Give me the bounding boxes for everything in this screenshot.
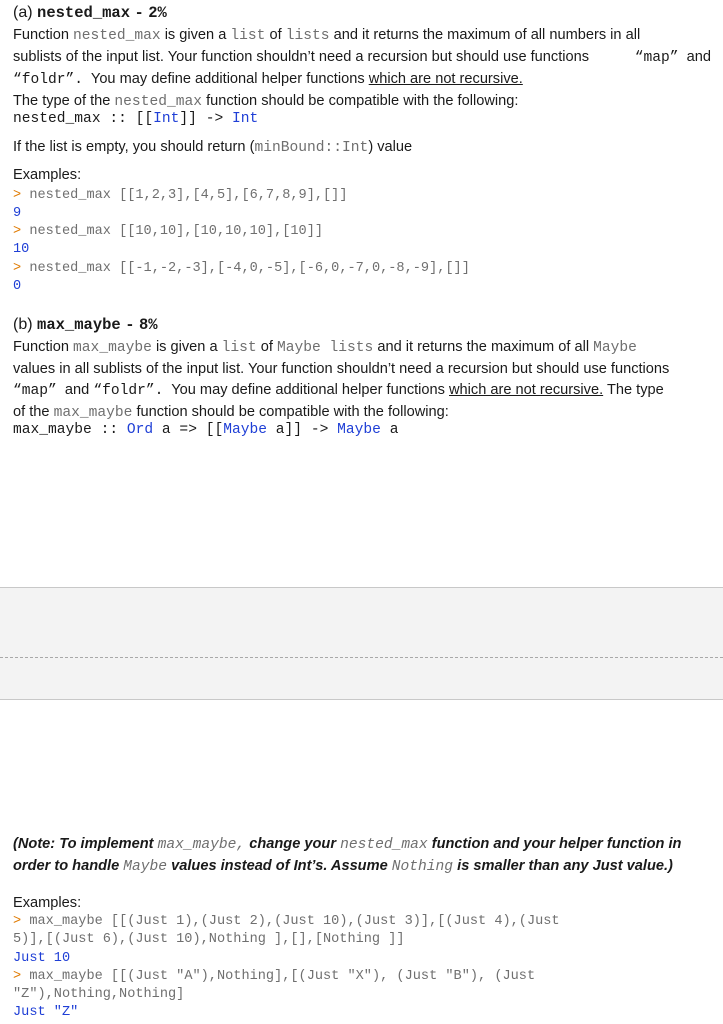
part-a-examples-label: Examples: [13,167,82,183]
part-a-dash: - [134,4,144,22]
part-a-example-2-result: 10 [13,242,30,257]
part-a-func-name: nested_max [37,4,131,22]
part-a-example-3-call: > nested_max [[-1,-2,-3],[-4,0,-5],[-6,0,-7,0,-8,-9],[]] [13,261,470,276]
part-a-example-2-call: > nested_max [[10,10],[10,10,10],[10]] [13,224,324,239]
page-break-bottom-border [0,699,723,700]
part-b-dash: - [125,316,135,334]
part-b-example-1-call-line1: > max_maybe [[(Just 1),(Just 2),(Just 10),(Just 3)],[(Just 4),(Just [13,914,560,929]
part-b-desc-line2: values in all sublists of the input list. Your function shouldn’t need a recursion but should use functions [13,361,670,377]
part-b-func-name: max_maybe [37,316,121,334]
part-b-percent: 8% [138,316,158,334]
part-a-desc-line1: Function nested_max is given a list of lists and it returns the maximum of all numbers in all [13,27,641,44]
part-a-description [13,25,711,113]
part-a-empty-list-rule: If the list is empty, you should return (minBound::Int) value [13,139,413,156]
part-b-example-2-result: Just "Z" [13,1005,79,1020]
part-a-example-1-call: > nested_max [[1,2,3],[4,5],[6,7,8,9],[]] [13,188,348,203]
part-a-desc-line3: “foldr”. You may define additional helper functions which are not recursive. [13,71,523,88]
part-b-desc-line3: “map” and “foldr”. You may define additional helper functions which are not recursive. The type [13,382,664,399]
part-b-label: (b) [13,316,33,333]
part-b-desc-line4: of the max_maybe function should be compatible with the following: [13,404,449,421]
part-b-note-line2: order to handle Maybe values instead of Int’s. Assume Nothing is smaller than any Just value.) [13,858,673,875]
page-break-gap [0,588,723,699]
part-a-desc-line2: sublists of the input list. Your function shouldn’t need a recursion but should use functions “map” and [13,49,711,66]
part-a-type-signature: nested_max :: [[Int]] -> Int [13,111,259,127]
part-b-type-signature: max_maybe :: Ord a => [[Maybe a]] -> Maybe a [13,422,399,438]
part-b-examples-label: Examples: [13,895,82,911]
part-b-note [13,834,711,878]
part-a-percent: 2% [148,4,167,22]
part-b-example-2-call-line2: "Z"),Nothing,Nothing] [13,987,185,1002]
part-b-example-1-result: Just 10 [13,951,71,966]
page-break-dashed-line [0,657,723,658]
part-a-heading [13,4,167,22]
part-a-desc-line4: The type of the nested_max function should be compatible with the following: [13,93,519,110]
part-a-example-3-result: 0 [13,279,22,294]
part-a-example-1-result: 9 [13,206,22,221]
part-b-description [13,337,711,424]
part-a-label: (a) [13,4,33,21]
part-b-example-2-call-line1: > max_maybe [[(Just "A"),Nothing],[(Just "X"), (Just "B"), (Just [13,969,536,984]
part-b-note-line1: (Note: To implement max_maybe, change your nested_max function and your helper function in [13,836,682,853]
part-b-heading [13,316,158,334]
part-b-desc-line1: Function max_maybe is given a list of Maybe lists and it returns the maximum of all Maybe [13,339,637,356]
part-b-example-1-call-line2: 5)],[(Just 6),(Just 10),Nothing ],[],[Nothing ]] [13,932,405,947]
